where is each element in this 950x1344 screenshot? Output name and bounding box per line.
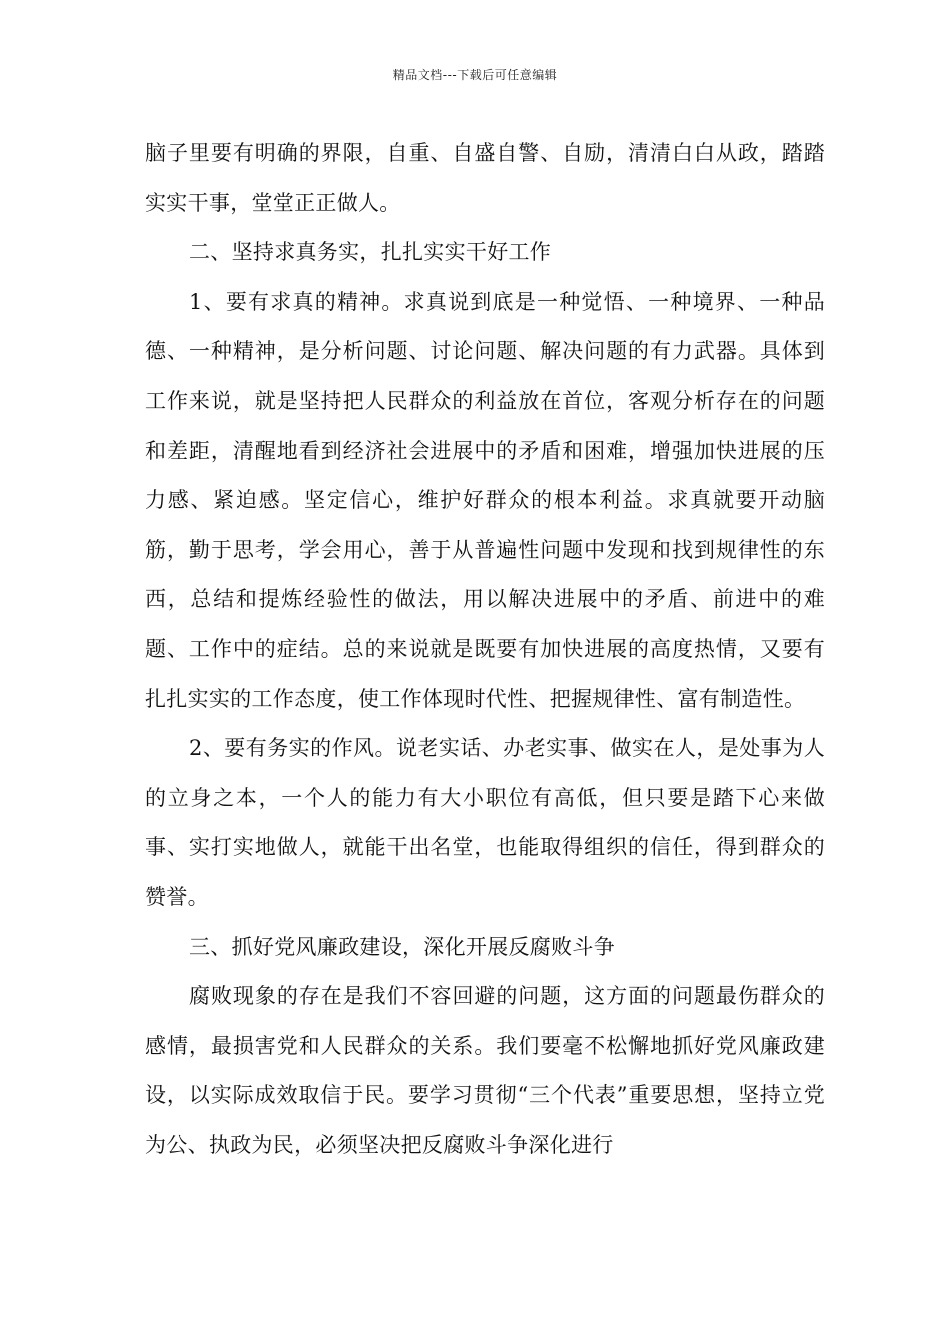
section-heading-2: 二、坚持求真务实，扎扎实实干好工作 <box>189 240 552 265</box>
section-heading-3: 三、抓好党风廉政建设，深化开展反腐败斗争 <box>189 934 615 959</box>
document-body <box>145 129 825 1170</box>
paragraph-anti-corruption: 腐败现象的存在是我们不容回避的问题，这方面的问题最伤群众的感情，最损害党和人民群众的关系。我们要毫不松懈地抓好党风廉政建设，以实际成效取信于民。要学习贯彻“三个代表”重要思想，坚持立党为公、执政为民，必须坚决把反腐败斗争深化进行 <box>145 984 825 1157</box>
paragraph-seeking-truth: 1、要有求真的精神。求真说到底是一种觉悟、一种境界、一种品德、一种精神，是分析问题、讨论问题、解决问题的有力武器。具体到工作来说，就是坚持把人民群众的利益放在首位，客观分析存在的问题和差距，清醒地看到经济社会进展中的矛盾和困难，增强加快进展的压力感、紧迫感。坚定信心，维护好群众的根本利益。求真就要开动脑筋，勤于思考，学会用心，善于从普遍性问题中发现和找到规律性的东西，总结和提炼经验性的做法，用以解决进展中的矛盾、前进中的难题、工作中的症结。总的来说就是既要有加快进展的高度热情，又要有扎扎实实的工作态度，使工作体现时代性、把握规律性、富有制造性。 <box>145 289 825 711</box>
paragraph-1: 脑子里要有明确的界限，自重、自盛自警、自励，清清白白从政，踏踏实实干事，堂堂正正做人。 <box>145 141 825 215</box>
page-header: 精品文档---下载后可任意编辑 <box>392 68 558 82</box>
paragraph-practical-style: 2、要有务实的作风。说老实话、办老实事、做实在人，是处事为人的立身之本，一个人的能力有大小职位有高低，但只要是踏下心来做事、实打实地做人，就能干出名堂，也能取得组织的信任，得到群众的赞誉。 <box>145 736 825 909</box>
